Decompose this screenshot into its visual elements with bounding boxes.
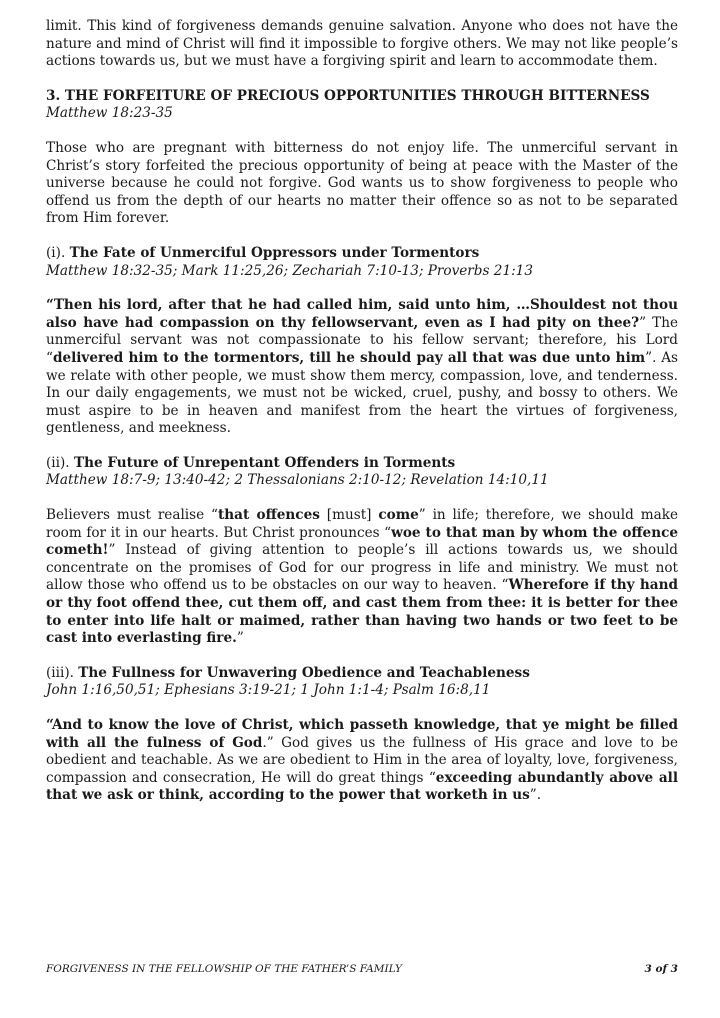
text-run: [must] xyxy=(319,507,379,524)
bold-text-run: Wherefore if thy hand or thy foot offend thee, cut them off, and cast them from thee: it is better for thee to enter into life halt or maimed, rather than having two hands or two feet to be cast into everlasting fire. xyxy=(46,577,678,647)
section-reference: Matthew 18:23-35 xyxy=(46,105,173,122)
bold-text-run: that offences xyxy=(218,507,320,524)
bold-text-run: “And to know the love of Christ, which passeth knowledge, that ye might be filled with all the fulness of God xyxy=(46,717,678,751)
subsection-reference: John 1:16,50,51; Ephesians 3:19-21; 1 John 1:1-4; Psalm 16:8,11 xyxy=(46,682,491,699)
bold-text-run: exceeding abundantly above all that we ask or think, according to the power that worketh in us xyxy=(46,769,679,804)
subsection-heading xyxy=(46,245,678,263)
bold-text-run: “Then his lord, after that he had called him, said unto him, …Shouldest not thou also have had compassion on thy fellowservant, even as I had pity on thee? xyxy=(46,297,678,331)
subsection-reference: Matthew 18:7-9; 13:40-42; 2 Thessalonians 2:10-12; Revelation 14:10,11 xyxy=(46,472,549,489)
text-run: Believers must realise “ xyxy=(46,507,219,524)
text-run: ” xyxy=(236,630,244,647)
subsection-title: The Future of Unrepentant Offenders in Torments xyxy=(73,454,456,471)
subsection-number: (ii). xyxy=(46,454,74,471)
page-content xyxy=(46,18,678,805)
subsection-heading xyxy=(46,455,678,473)
section-paragraph xyxy=(46,140,678,228)
text-run: limit. This kind of forgiveness demands genuine salvation. Anyone who does not have the nature and mind of Christ will find it impossible to forgive others. We may not like people’s actions towards us, but we must have a forgiving spirit and learn to accommodate them. xyxy=(46,18,678,70)
bold-text-run: delivered him to the tormentors, till he should pay all that was due unto him xyxy=(52,349,646,366)
text-run: ”. As we relate with other people, we must show them mercy, compassion, love, and tenderness. In our daily engagements, we must not be wicked, cruel, pushy, and bossy to others. We must aspire to be in heaven and manifest from the heart the virtues of forgiveness, gentleness, and meekness. xyxy=(46,349,678,437)
text-run: ” Instead of giving attention to people’s ill actions towards us, we should concentrate on the promises of God for our progress in life and ministry. We must not allow those who offend us to be obstacles on our way to heaven. “ xyxy=(46,542,678,594)
bold-text-run: woe to that man by whom the offence cometh! xyxy=(46,524,678,559)
text-run: Those who are pregnant with bitterness do not enjoy life. The unmerciful servant in Christ’s story forfeited the precious opportunity of being at peace with the Master of the universe because he could not forgive. God wants us to show forgiveness to people who offend us from the depth of our hearts no matter their offence so as not to be separated from Him forever. xyxy=(46,139,678,227)
subsection-paragraph xyxy=(46,507,678,648)
subsection-reference: Matthew 18:32-35; Mark 11:25,26; Zechariah 7:10-13; Proverbs 21:13 xyxy=(46,262,533,279)
subsection-heading xyxy=(46,665,678,683)
footer-title: FORGIVENESS IN THE FELLOWSHIP OF THE FATHER’S FAMILY xyxy=(46,963,402,975)
text-run: ” in life; therefore, we should make room for it in our hearts. But Christ pronounces “ xyxy=(46,507,678,541)
subsection-number: (i). xyxy=(46,244,70,261)
subsection-title: The Fate of Unmerciful Oppressors under Tormentors xyxy=(69,244,480,261)
text-run: ”. xyxy=(529,787,542,804)
text-run: .” God gives us the fullness of His grace and love to be obedient and teachable. As we are obedient to Him in the area of loyalty, love, forgiveness, compassion and consecration, He will do great things “ xyxy=(46,734,678,786)
subsection-paragraph xyxy=(46,717,678,805)
section-heading: 3. THE FORFEITURE OF PRECIOUS OPPORTUNITIES THROUGH BITTERNESS xyxy=(46,87,650,104)
subsection-paragraph xyxy=(46,297,678,438)
subsection-number: (iii). xyxy=(46,664,79,681)
text-run: ” The unmerciful servant was not compassionate to his fellow servant; therefore, his Lord “ xyxy=(46,314,678,366)
intro-paragraph xyxy=(46,18,678,71)
page-number: 3 of 3 xyxy=(644,963,678,975)
subsection-title: The Fullness for Unwavering Obedience and Teachableness xyxy=(78,664,530,681)
bold-text-run: come xyxy=(378,507,419,524)
page-footer xyxy=(46,963,678,975)
